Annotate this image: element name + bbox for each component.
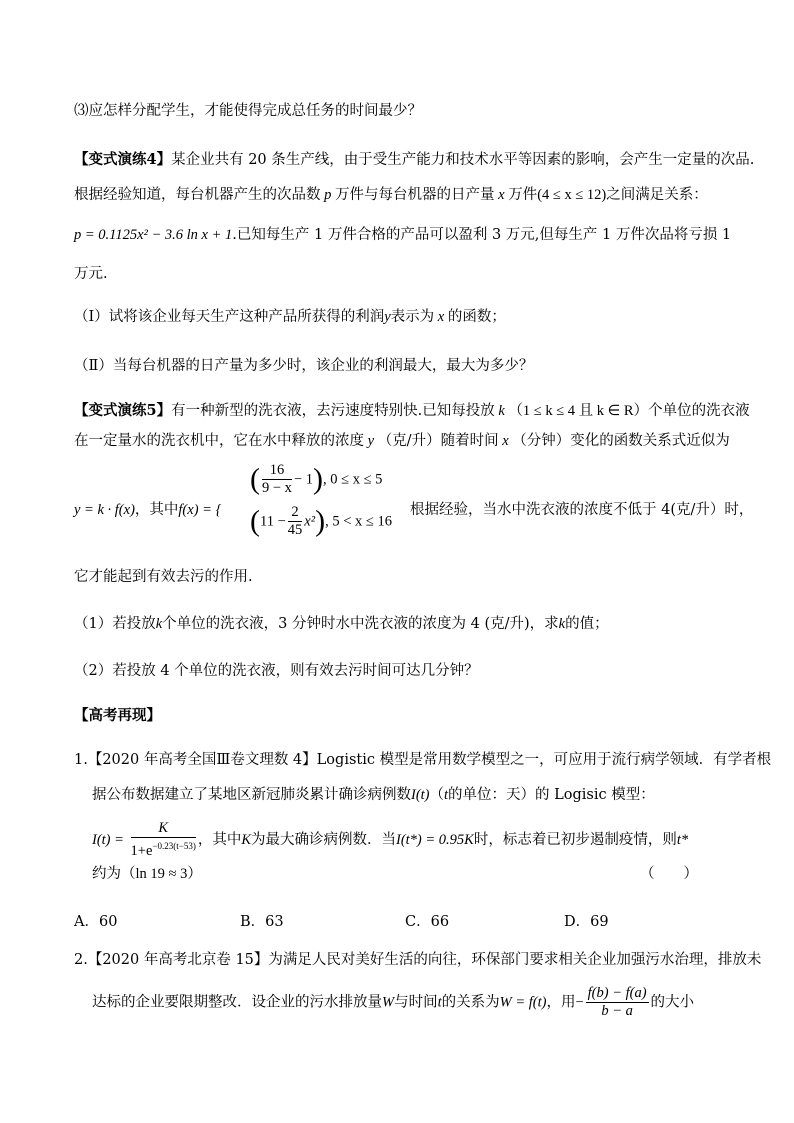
- piecewise-case-2: (11 − $\frac{2}{45}$ x²), 5 < x ≤ 16: [250, 504, 392, 538]
- section-heading: 【高考再现】: [74, 707, 161, 724]
- variant-exercise-5-line-4: 它才能起到有效去污的作用.: [74, 569, 253, 585]
- question-1-line-4: 约为（ln 19 ≈ 3）: [92, 866, 202, 882]
- answer-blank: （ ）: [640, 866, 698, 882]
- variant-exercise-4-line-2: 根据经验知道，每台机器产生的次品数 p 万件与每台机器的日产量 x 万件(4 ≤ x ≤ 12)之间满足关系：: [74, 187, 708, 203]
- variant-4-part-ii: （Ⅱ）当每台机器的日产量为多少时，该企业的利润最大，最大为多少？: [74, 358, 534, 374]
- question-1-line-1: 1.【2020 年高考全国Ⅲ卷文理数 4】Logistic 模型是常用数学模型之一，可应用于流行病学领域．有学者根: [74, 752, 772, 768]
- variant-4-formula: p = 0.1125x² − 3.6 ln x + 1: [74, 227, 233, 243]
- option-b: B．63: [240, 914, 284, 930]
- variant-exercise-5-line-2: 在一定量水的洗衣机中，它在水中释放的浓度 y （克/升）随着时间 x （分钟）变化的函数关系式近似为: [74, 433, 730, 449]
- variant-5-part-1: （1）若投放k个单位的洗衣液，3 分钟时水中洗衣液的浓度为 4 (克/升)，求k的值；: [74, 616, 609, 632]
- option-d: D．69: [564, 914, 609, 930]
- variant-exercise-4-line-1: 【变式演练4】某企业共有 20 条生产线，由于受生产能力和技术水平等因素的影响，会产生一定量的次品.: [74, 151, 755, 168]
- variant-5-tag: 【变式演练5】: [74, 402, 172, 419]
- piecewise-case-1: ( $\frac{16}{9 - x}$ − 1), 0 ≤ x ≤ 5: [250, 462, 383, 496]
- variant-exercise-4-line-3: p = 0.1125x² − 3.6 ln x + 1.已知每生产 1 万件合格的产品可以盈利 3 万元,但每生产 1 万件次品将亏损 1: [74, 227, 732, 243]
- sub-question-3: ⑶应怎样分配学生，才能使得完成总任务的时间最少？: [74, 103, 422, 119]
- variant-exercise-4-line-4: 万元.: [74, 266, 108, 282]
- question-2-line-2: 达标的企业要限期整改．设企业的污水排放量W与时间t的关系为W = f(t)，用− $\frac{f(b) - f(a)}{b - a}$ 的大小: [92, 985, 695, 1019]
- variant-4-part-i: （Ⅰ）试将该企业每天生产这种产品所获得的利润y表示为 x 的函数；: [74, 309, 506, 325]
- concentration-equation: y = k · f(x): [74, 502, 135, 518]
- question-2-line-1: 2.【2020 年高考北京卷 15】为满足人民对美好生活的向往，环保部门要求相关企业加强污水治理，排放未: [74, 952, 762, 968]
- option-c: C．66: [405, 914, 450, 930]
- variant-exercise-5-line-1: 【变式演练5】有一种新型的洗衣液，去污速度特别快.已知每投放 k （1 ≤ k ≤ 4 且 k ∈ R）个单位的洗衣液: [74, 402, 750, 419]
- question-1-line-3: I(t) = $\frac{K}{1+e^{-0.23(t-53)}}$ ，其中K为最大确诊病例数．当I(t*) = 0.95K时，标志着已初步遏制疫情，则t*: [92, 820, 689, 859]
- variant-4-tag: 【变式演练4】: [74, 151, 172, 168]
- variant-5-part-2: （2）若投放 4 个单位的洗衣液，则有效去污时间可达几分钟？: [74, 663, 479, 679]
- question-1-line-2: 据公布数据建立了某地区新冠肺炎累计确诊病例数I(t)（t的单位：天）的 Logisic 模型：: [92, 787, 655, 803]
- option-a: A．60: [74, 914, 118, 930]
